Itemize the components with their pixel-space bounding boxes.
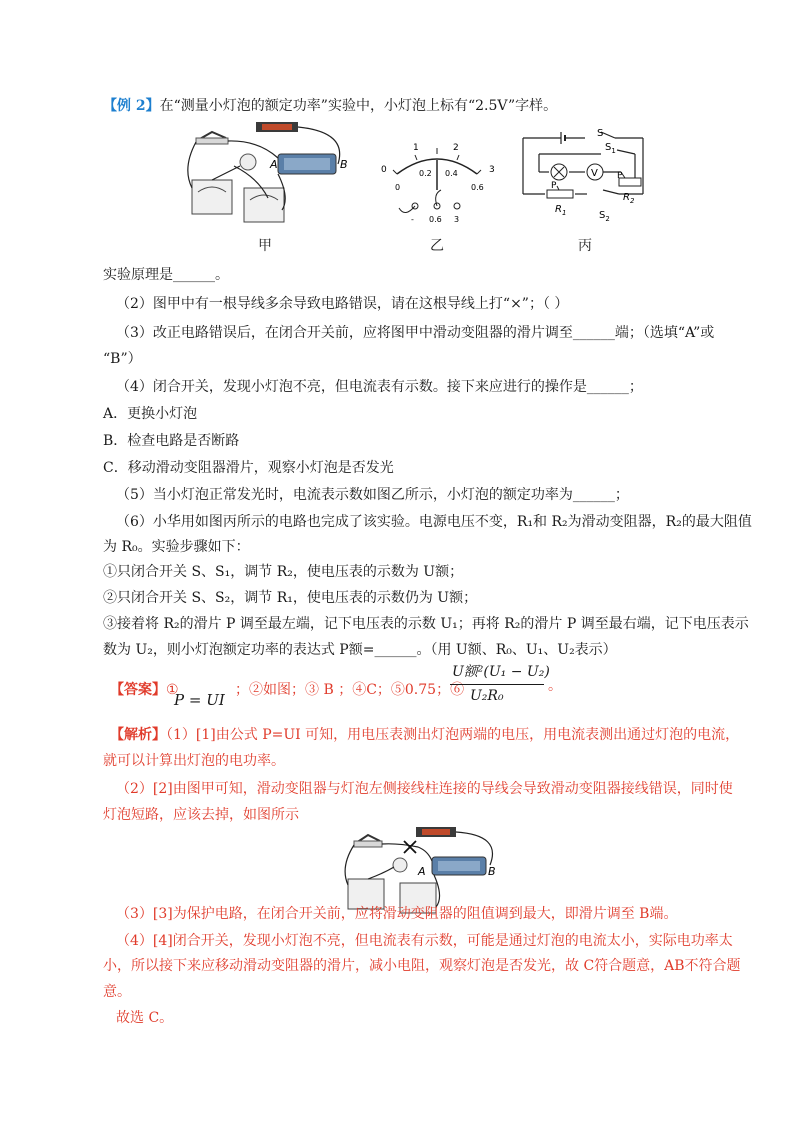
svg-text:0.4: 0.4 [445, 169, 458, 178]
svg-text:0: 0 [381, 165, 387, 175]
svg-text:P: P [551, 181, 557, 191]
svg-text:S1: $S_1$ [605, 142, 616, 155]
svg-text:0: 0 [395, 183, 401, 192]
step-1: ①只闭合开关 S、S₁，调节 R₂，使电压表的示数为 U额； [103, 564, 464, 580]
bulb-icon [393, 858, 407, 872]
svg-text:0.2: 0.2 [419, 169, 432, 178]
svg-text:B: B [488, 865, 496, 878]
caption-bing: 丙 [578, 238, 592, 254]
question-3-line-2: “B”） [103, 351, 142, 367]
answer-items: ；②如图；③ B ；④C；⑤0.75；⑥ [235, 682, 465, 698]
svg-text:2: 2 [453, 143, 459, 153]
terminal-3 [454, 203, 460, 209]
example-heading [103, 96, 557, 116]
example-tag: 【例 2】 [103, 98, 160, 114]
analysis-line-3: （3）[3]为保护电路，在闭合开关前，应将滑动变阻器的阻值调到最大，即滑片调至 B端。 [116, 906, 678, 922]
answer-formula-p-ui: P = UI [174, 691, 225, 709]
caption-yi: 乙 [430, 238, 444, 254]
option-c: C．移动滑动变阻器滑片，观察小灯泡是否发光 [103, 460, 394, 476]
svg-text:R2: $R_2$ [623, 192, 635, 205]
example-stem: 在“测量小灯泡的额定功率”实验中，小灯泡上标有“2.5V”字样。 [159, 98, 558, 114]
answer-end: 。 [548, 678, 562, 694]
step-3-line-2: 数为 U₂，则小灯泡额定功率的表达式 P额=______。（用 U额、R₀、U₁、U₂表示） [103, 642, 617, 658]
analysis-tag: 【解析】 [110, 727, 166, 743]
question-3-line-1: （3）改正电路错误后，在闭合开关前，应将图甲中滑动变阻器的滑片调至______端；（选填“A”或 [116, 325, 715, 341]
analysis-line-4b: 小，所以接下来应移动滑动变阻器的滑片，减小电阻，观察灯泡是否发光，故 C符合题意，AB不符合题 [103, 958, 741, 974]
answer-line: 【答案】① [110, 682, 179, 698]
svg-text:S: S [597, 128, 604, 139]
question-6-line-1: （6）小华用如图丙所示的电路也完成了该实验。电源电压不变，R₁和 R₂为滑动变阻器，R₂的最大阻值 [116, 514, 752, 530]
analysis-line-2b: 灯泡短路，应该去掉，如图所示 [103, 807, 299, 823]
svg-text:-: - [411, 215, 414, 224]
svg-text:A: A [418, 865, 426, 878]
answer-fraction-numerator: U额²(U₁ − U₂) [452, 664, 550, 680]
answer-tag: 【答案】 [110, 682, 166, 698]
svg-text:R1: $R_1$ [555, 204, 567, 217]
analysis-line-4c: 意。 [103, 984, 131, 1000]
svg-text:0.6: 0.6 [429, 215, 442, 224]
question-4: （4）闭合开关，发现小灯泡不亮，但电流表有示数。接下来应进行的操作是______； [116, 379, 643, 395]
fraction-bar [450, 684, 544, 685]
bulb-icon [240, 154, 256, 170]
answer-fraction-denominator: U₂R₀ [470, 688, 504, 704]
option-a: A．更换小灯泡 [103, 406, 198, 422]
figure-jia [178, 118, 358, 228]
svg-text:3: 3 [454, 215, 460, 224]
analysis-line-4: （4）[4]闭合开关，发现小灯泡不亮，但电流表有示数，可能是通过灯泡的电流太小，实际电功率太 [116, 933, 733, 949]
question-2: （2）图甲中有一根导线多余导致电路错误，请在这根导线上打“×”；（ ） [116, 296, 569, 312]
svg-text:S2: $S_2$ [599, 210, 610, 223]
step-3-line-1: ③接着将 R₂的滑片 P 调至最左端，记下电压表的示数 U₁；再将 R₂的滑片 P 调至最右端，记下电压表示 [103, 616, 749, 632]
figure-bing [515, 128, 650, 233]
ammeter-icon [192, 180, 232, 214]
cross-mark-icon [404, 841, 416, 853]
analysis-line-1b: 就可以计算出灯泡的电功率。 [103, 753, 285, 769]
svg-text:3: 3 [489, 165, 495, 175]
question-1: 实验原理是______。 [103, 267, 229, 283]
label-b: B [340, 158, 348, 171]
r1-resistor-icon [547, 190, 573, 198]
step-2: ②只闭合开关 S、S₂，调节 R₁，使电压表的示数仍为 U额； [103, 590, 478, 606]
option-b: B．检查电路是否断路 [103, 433, 240, 449]
voltmeter-icon [244, 188, 284, 222]
label-a: A [270, 158, 278, 171]
analysis-line-5: 故选 C。 [116, 1010, 174, 1026]
question-6-line-2: 为 R₀。实验步骤如下： [103, 539, 250, 555]
analysis-line-2: （2）[2]由图甲可知，滑动变阻器与灯泡左侧接线柱连接的导线会导致滑动变阻器接线错误，同时使 [116, 781, 733, 797]
svg-text:V: V [591, 168, 598, 179]
question-5: （5）当小灯泡正常发光时，电流表示数如图乙所示，小灯泡的额定功率为______； [116, 487, 629, 503]
svg-text:P: P [617, 171, 623, 181]
figure-yi [375, 138, 500, 228]
caption-jia: 甲 [258, 238, 272, 254]
svg-text:1: 1 [413, 143, 419, 153]
analysis-line-1: 【解析】（1）[1]由公式 P=UI 可知，用电压表测出灯泡两端的电压，用电流表测出通过灯泡的电流， [110, 727, 740, 743]
svg-text:0.6: 0.6 [471, 183, 484, 192]
